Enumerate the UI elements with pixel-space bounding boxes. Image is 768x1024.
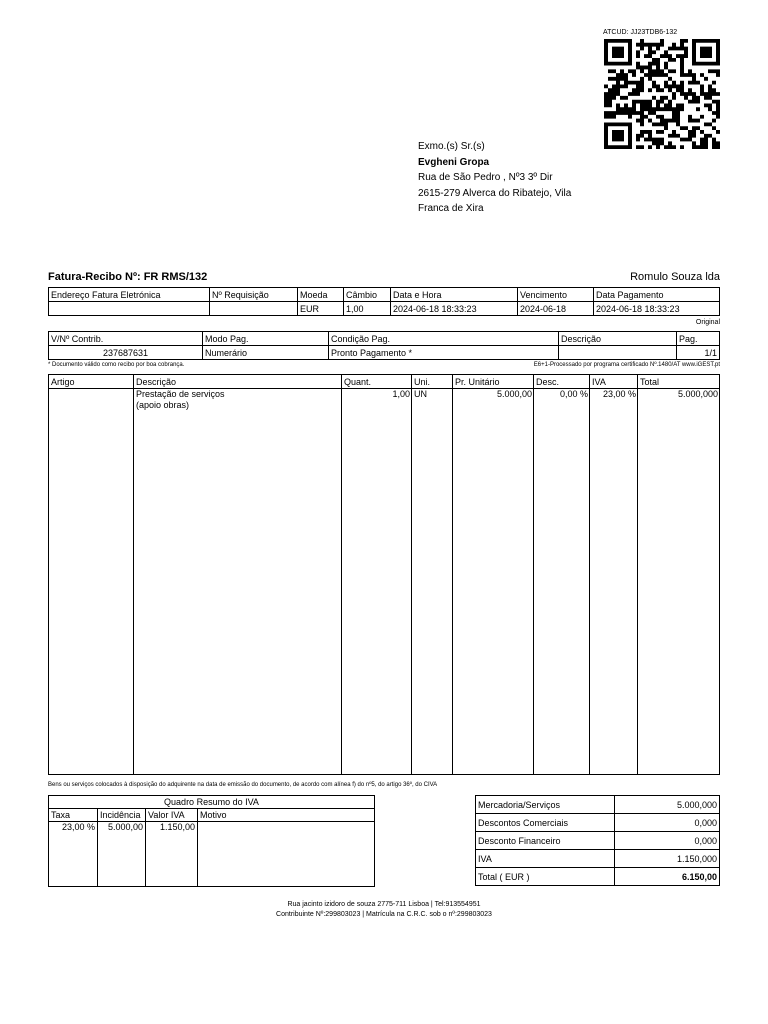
- header-preco: Pr. Unitário: [453, 375, 534, 389]
- header-motivo: Motivo: [198, 809, 375, 822]
- item-discount: 0,00 %: [559, 389, 588, 399]
- value-motivo: [198, 822, 375, 887]
- total-label-desconto-financeiro: Desconto Financeiro: [476, 832, 615, 850]
- header-uni: Uni.: [412, 375, 453, 389]
- recipient-address-2: 2615-279 Alverca do Ribatejo, Vila: [418, 187, 572, 199]
- header-modo-pag: Modo Pag.: [203, 332, 329, 346]
- header-condicao-pag: Condição Pag.: [329, 332, 559, 346]
- item-vat: 23,00 %: [602, 389, 636, 399]
- total-value-iva: 1.150,000: [615, 850, 720, 868]
- recipient-salutation: Exmo.(s) Sr.(s): [418, 141, 485, 152]
- item-unit-price: 5.000,00: [496, 389, 532, 399]
- value-endereco: [49, 302, 210, 316]
- value-data-pagamento: 2024-06-18 18:33:23: [594, 302, 720, 316]
- qr-code-icon: [604, 39, 720, 149]
- total-value-desconto-financeiro: 0,000: [615, 832, 720, 850]
- header-data-hora: Data e Hora: [391, 288, 518, 302]
- footer-registration: Contribuinte Nº:299803023 | Matrícula na C.R.C. sob o nº:299803023: [276, 911, 492, 918]
- value-vencimento: 2024-06-18: [518, 302, 594, 316]
- header-incidencia: Incidência: [98, 809, 146, 822]
- header-total: Total: [638, 375, 720, 389]
- total-value-descontos-comerciais: 0,000: [615, 814, 720, 832]
- receipt-note: * Documento válido como recibo por boa cobrança.: [48, 362, 185, 368]
- atcud-code: ATCUD: JJ23TDB6-132: [603, 29, 678, 36]
- header-moeda: Moeda: [298, 288, 344, 302]
- value-incidencia: 5.000,00: [98, 822, 146, 887]
- recipient-name: Evgheni Gropa: [418, 156, 490, 168]
- payment-info-table: [48, 331, 720, 360]
- item-quantity: 1,00: [392, 389, 410, 399]
- total-label-total: Total ( EUR ): [476, 868, 615, 886]
- header-artigo: Artigo: [49, 375, 134, 389]
- company-name: Romulo Souza lda: [630, 271, 720, 283]
- recipient-block: [418, 139, 571, 217]
- vat-summary-table: [48, 795, 375, 887]
- line-items-body: [48, 387, 720, 775]
- value-requisicao: [210, 302, 298, 316]
- header-valor-iva: Valor IVA: [146, 809, 198, 822]
- header-taxa: Taxa: [49, 809, 98, 822]
- vat-summary-title: Quadro Resumo do IVA: [49, 796, 375, 809]
- copy-label: Original: [695, 319, 720, 326]
- legal-note: Bens ou serviços colocados à disposição do adquirente na data de emissão do documento, de acordo com alínea f) do nº5, do artigo 36º, do CIVA: [48, 782, 438, 788]
- value-valor-iva: 1.150,00: [146, 822, 198, 887]
- document-info-table: [48, 287, 720, 316]
- item-description: Prestação de serviços (apoio obras): [136, 389, 225, 410]
- header-endereco: Endereço Fatura Eletrónica: [49, 288, 210, 302]
- header-contrib: V/Nº Contrib.: [49, 332, 203, 346]
- value-condicao-pag: Pronto Pagamento *: [329, 346, 559, 360]
- item-total: 5.000,000: [677, 389, 718, 399]
- document-title: Fatura-Recibo Nº: FR RMS/132: [48, 271, 208, 283]
- header-requisicao: Nº Requisição: [210, 288, 298, 302]
- total-label-descontos-comerciais: Descontos Comerciais: [476, 814, 615, 832]
- recipient-address-3: Franca de Xira: [418, 203, 484, 214]
- total-label-mercadoria: Mercadoria/Serviços: [476, 796, 615, 814]
- value-contrib: 237687631: [49, 346, 203, 360]
- header-vencimento: Vencimento: [518, 288, 594, 302]
- header-iva: IVA: [590, 375, 638, 389]
- value-descricao: [559, 346, 677, 360]
- value-data-hora: 2024-06-18 18:33:23: [391, 302, 518, 316]
- footer: [0, 900, 768, 920]
- value-cambio: 1,00: [344, 302, 391, 316]
- item-unit: UN: [414, 389, 427, 399]
- header-cambio: Câmbio: [344, 288, 391, 302]
- total-value-total: 6.150,00: [615, 868, 720, 886]
- header-pag: Pag.: [677, 332, 720, 346]
- footer-address: Rua jacinto izidoro de souza 2775-711 Lisboa | Tel:913554951: [287, 901, 481, 908]
- totals-table: [475, 795, 720, 886]
- value-modo-pag: Numerário: [203, 346, 329, 360]
- certification-note: E6+1-Processado por programa certificado Nº.1480/AT www.iGEST.pt: [533, 362, 720, 368]
- header-desc: Desc.: [534, 375, 590, 389]
- recipient-address-1: Rua de São Pedro , Nº3 3º Dir: [418, 172, 553, 183]
- header-data-pagamento: Data Pagamento: [594, 288, 720, 302]
- total-label-iva: IVA: [476, 850, 615, 868]
- header-quant: Quant.: [342, 375, 412, 389]
- header-descricao-linha: Descrição: [134, 375, 342, 389]
- total-value-mercadoria: 5.000,000: [615, 796, 720, 814]
- value-taxa: 23,00 %: [49, 822, 98, 887]
- value-moeda: EUR: [298, 302, 344, 316]
- header-descricao: Descrição: [559, 332, 677, 346]
- value-pag: 1/1: [677, 346, 720, 360]
